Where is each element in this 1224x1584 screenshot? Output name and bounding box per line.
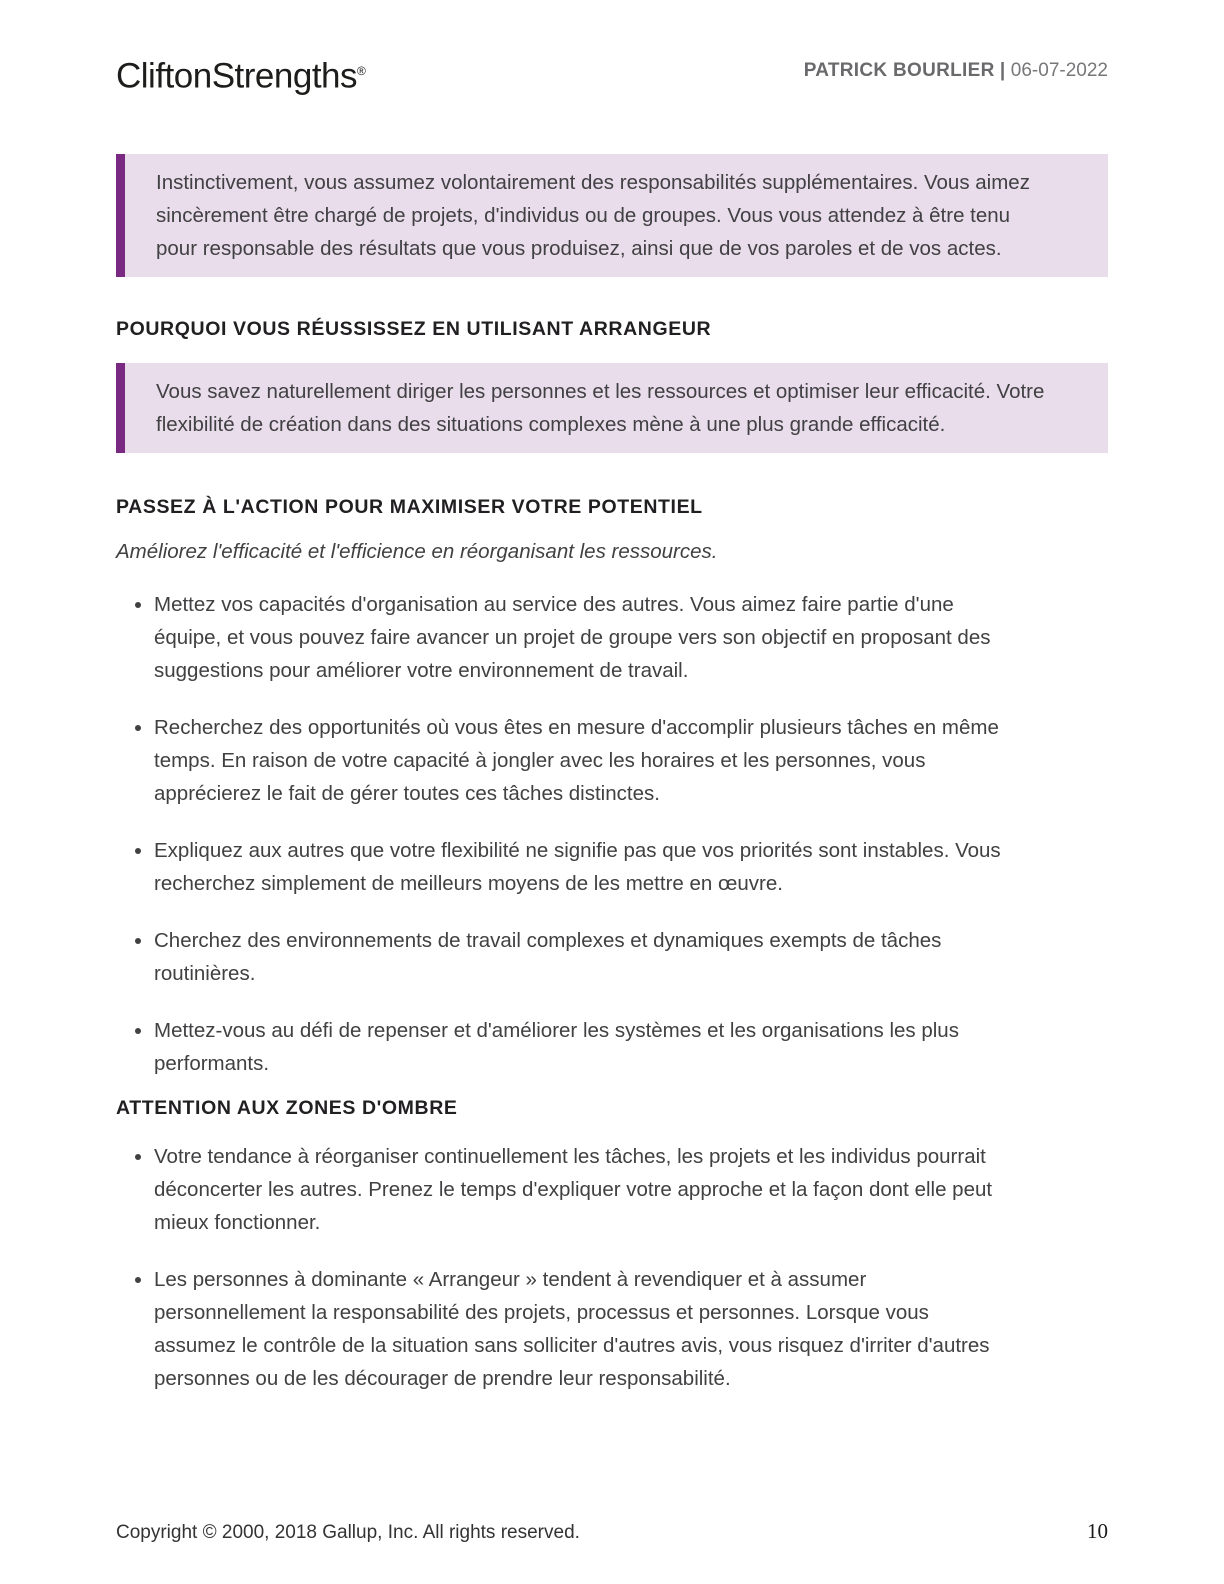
- section-heading-action: PASSEZ À L'ACTION POUR MAXIMISER VOTRE POTENTIEL: [116, 495, 703, 518]
- list-item: • Cherchez des environnements de travail complexes et dynamiques exempts de tâches routinières.: [154, 924, 1014, 990]
- cliftonstrengths-logo: [116, 50, 365, 98]
- report-meta: [804, 50, 1108, 83]
- copyright-notice: Copyright © 2000, 2018 Gallup, Inc. All rights reserved.: [116, 1522, 580, 1543]
- list-item: • Votre tendance à réorganiser continuellement les tâches, les projets et les individus pourrait déconcerter les autres. Prenez le temps d'expliquer votre approche et la façon dont elle peut mieux fonctionner.: [154, 1140, 1014, 1239]
- list-item: • Mettez vos capacités d'organisation au service des autres. Vous aimez faire partie d'une équipe, et vous pouvez faire avancer un projet de groupe vers son objectif en proposant des suggestions pour améliorer votre environnement de travail.: [154, 588, 1014, 687]
- intro-quote-text: Instinctivement, vous assumez volontairement des responsabilités supplémentaires. Vous aimez sincèrement être chargé de projets, d'individus ou de groupes. Vous vous attendez à être tenu pour responsable des résultats que vous produisez, ainsi que de vos paroles et de vos actes.: [156, 170, 1030, 260]
- list-item: • Expliquez aux autres que votre flexibilité ne signifie pas que vos priorités sont instables. Vous recherchez simplement de meilleurs moyens de les mettre en œuvre.: [154, 834, 1014, 900]
- report-date: 06-07-2022: [1010, 60, 1108, 81]
- blindspots-bullet-list: [116, 1140, 1108, 1395]
- section-blind-spots: [116, 1096, 1108, 1395]
- report-owner-name: PATRICK BOURLIER: [803, 60, 995, 81]
- section-take-action: [116, 495, 1108, 1080]
- list-item: • Mettez-vous au défi de repenser et d'améliorer les systèmes et les organisations les plus performants.: [154, 1014, 1014, 1080]
- action-bullet-list: [116, 588, 1108, 1080]
- list-item: • Recherchez des opportunités où vous êtes en mesure d'accomplir plusieurs tâches en même temps. En raison de votre capacité à jongler avec les horaires et les personnes, vous apprécierez le fait de gérer toutes ces tâches distinctes.: [154, 711, 1014, 810]
- section-heading-blindspots: ATTENTION AUX ZONES D'OMBRE: [116, 1096, 458, 1119]
- logo-text: CliftonStrengths: [116, 56, 358, 96]
- why-quote-block: [116, 363, 1108, 453]
- header-separator: |: [999, 60, 1006, 81]
- intro-quote-block: [116, 154, 1108, 277]
- page-footer: [116, 1519, 1108, 1544]
- page-header: [116, 0, 1108, 98]
- section-why-you-succeed: [116, 317, 1108, 453]
- list-item: • Les personnes à dominante « Arrangeur » tendent à revendiquer et à assumer personnellement la responsabilité des projets, processus et personnes. Lorsque vous assumez le contrôle de la situation sans solliciter d'autres avis, vous risquez d'irriter d'autres personnes ou de les décourager de prendre leur responsabilité.: [154, 1263, 1014, 1395]
- page-number: 10: [1087, 1519, 1108, 1543]
- section-heading-why: POURQUOI VOUS RÉUSSISSEZ EN UTILISANT ARRANGEUR: [116, 317, 712, 340]
- action-lead-text: Améliorez l'efficacité et l'efficience en réorganisant les ressources.: [116, 539, 718, 563]
- registered-trademark-symbol: ®: [357, 64, 366, 78]
- why-quote-text: Vous savez naturellement diriger les personnes et les ressources et optimiser leur efficacité. Votre flexibilité de création dans des situations complexes mène à une plus grande efficacité.: [156, 379, 1045, 436]
